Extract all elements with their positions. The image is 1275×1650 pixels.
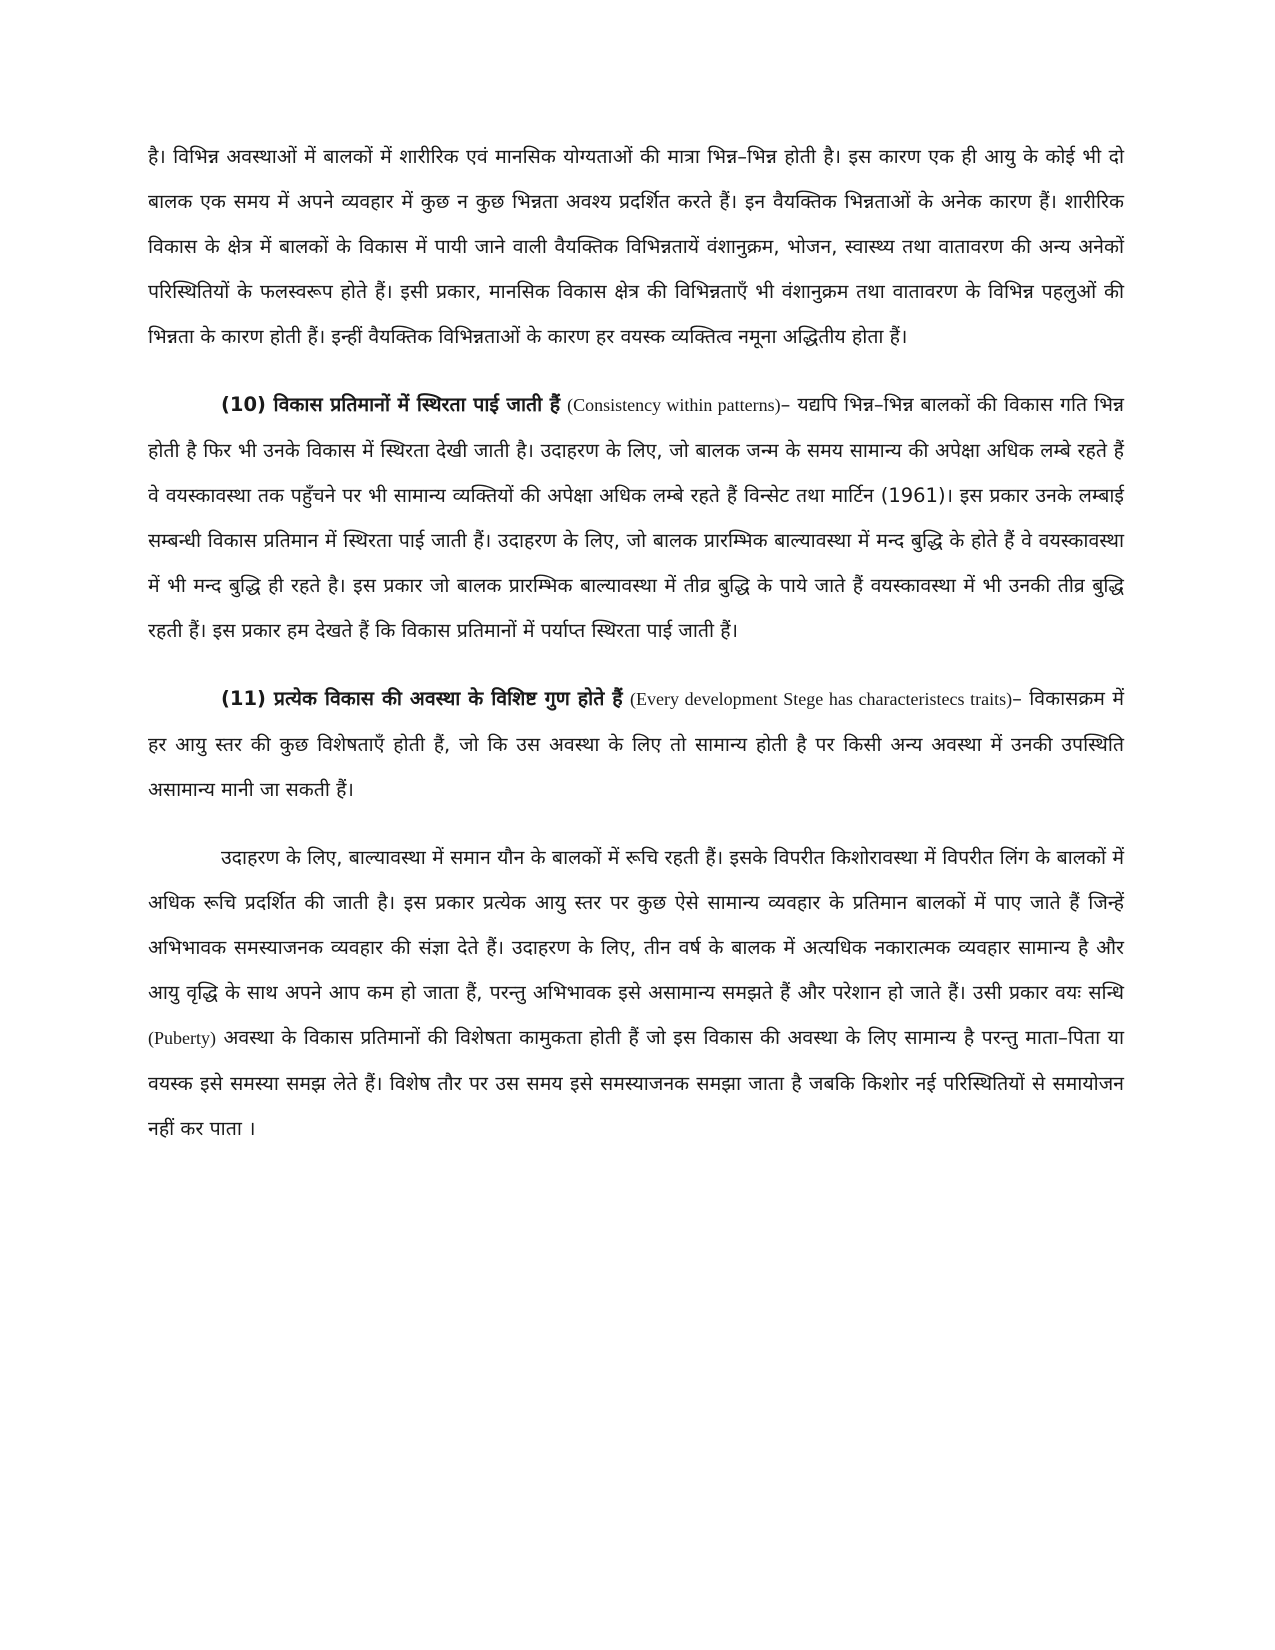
paragraph-examples	[148, 835, 1124, 1151]
paragraph-individual-differences: है। विभिन्न अवस्थाओं में बालकों में शारीरिक एवं मानसिक योग्यताओं की मात्रा भिन्न–भिन्न होती है। इस कारण एक ही आयु के कोई भी दो बालक एक समय में अपने व्यवहार में कुछ न कुछ भिन्नता अवश्य प्रदर्शित करते हैं। इन वैयक्तिक भिन्नताओं के अनेक कारण हैं। शारीरिक विकास के क्षेत्र में बालकों के विकास में पायी जाने वाली वैयक्तिक विभिन्नतायें वंशानुक्रम, भोजन, स्वास्थ्य तथा वातावरण की अन्य अनेकों परिस्थितियों के फलस्वरूप होते हैं। इसी प्रकार, मानसिक विकास क्षेत्र की विभिन्नताएँ भी वंशानुक्रम तथा वातावरण के विभिन्न पहलुओं की भिन्नता के कारण होती हैं। इन्हीं वैयक्तिक विभिन्नताओं के कारण हर वयस्क व्यक्तित्व नमूना अद्धितीय होता हैं।	[148, 145, 1124, 348]
english-term: (Consistency within patterns)	[567, 395, 781, 415]
section-heading-11: (11) प्रत्येक विकास की अवस्था के विशिष्ट गुण होते हैं	[221, 687, 623, 710]
paragraph-consistency-within-patterns	[148, 382, 1124, 653]
english-term: (Puberty)	[148, 1028, 216, 1048]
english-term: (Every development Stege has characteristecs traits)	[629, 689, 1013, 709]
paragraph-body: – विकासक्रम में हर आयु स्तर की कुछ विशेषताएँ होती हैं, जो कि उस अवस्था के लिए तो सामान्य होती है पर किसी अन्य अवस्था में उनकी उपस्थिति असामान्य मानी जा सकती हैं।	[148, 687, 1124, 801]
paragraph-stage-characteristics	[148, 676, 1124, 812]
paragraph-body: – यद्यपि भिन्न–भिन्न बालकों की विकास गति भिन्न होती है फिर भी उनके विकास में स्थिरता देखी जाती है। उदाहरण के लिए, जो बालक जन्म के समय सामान्य की अपेक्षा अधिक लम्बे रहते हैं वे वयस्कावस्था तक पहुँचने पर भी सामान्य व्यक्तियों की अपेक्षा अधिक लम्बे रहते हैं विन्सेट तथा मार्टिन (1961)। इस प्रकार उनके लम्बाई सम्बन्धी विकास प्रतिमान में स्थिरता पाई जाती हैं। उदाहरण के लिए, जो बालक प्रारम्भिक बाल्यावस्था में मन्द बुद्धि के होते हैं वे वयस्कावस्था में भी मन्द बुद्धि ही रहते है। इस प्रकार जो बालक प्रारम्भिक बाल्यावस्था में तीव्र बुद्धि के पाये जाते हैं वयस्कावस्था में भी उनकी तीव्र बुद्धि रहती हैं। इस प्रकार हम देखते हैं कि विकास प्रतिमानों में पर्याप्त स्थिरता पाई जाती हैं।	[148, 393, 1125, 642]
document-page	[148, 134, 1124, 1151]
section-heading-10: (10) विकास प्रतिमानों में स्थिरता पाई जाती हैं	[221, 393, 561, 416]
paragraph-body-part-1: उदाहरण के लिए, बाल्यावस्था में समान यौन के बालकों में रूचि रहती हैं। इसके विपरीत किशोरावस्था में विपरीत लिंग के बालकों में अधिक रूचि प्रदर्शित की जाती है। इस प्रकार प्रत्येक आयु स्तर पर कुछ ऐसे सामान्य व्यवहार के प्रतिमान बालकों में पाए जाते हैं जिन्हें अभिभावक समस्याजनक व्यवहार की संज्ञा देते हैं। उदाहरण के लिए, तीन वर्ष के बालक में अत्यधिक नकारात्मक व्यवहार सामान्य है और आयु वृद्धि के साथ अपने आप कम हो जाता हैं, परन्तु अभिभावक इसे असामान्य समझते हैं और परेशान हो जाते हैं। उसी प्रकार वयः सन्धि	[148, 846, 1124, 1004]
paragraph-body-part-2: अवस्था के विकास प्रतिमानों की विशेषता कामुकता होती हैं जो इस विकास की अवस्था के लिए सामान्य है परन्तु माता–पिता या वयस्क इसे समस्या समझ लेते हैं। विशेष तौर पर उस समय इसे समस्याजनक समझा जाता है जबकि किशोर नई परिस्थितियों से समायोजन नहीं कर पाता ।	[148, 1026, 1124, 1140]
